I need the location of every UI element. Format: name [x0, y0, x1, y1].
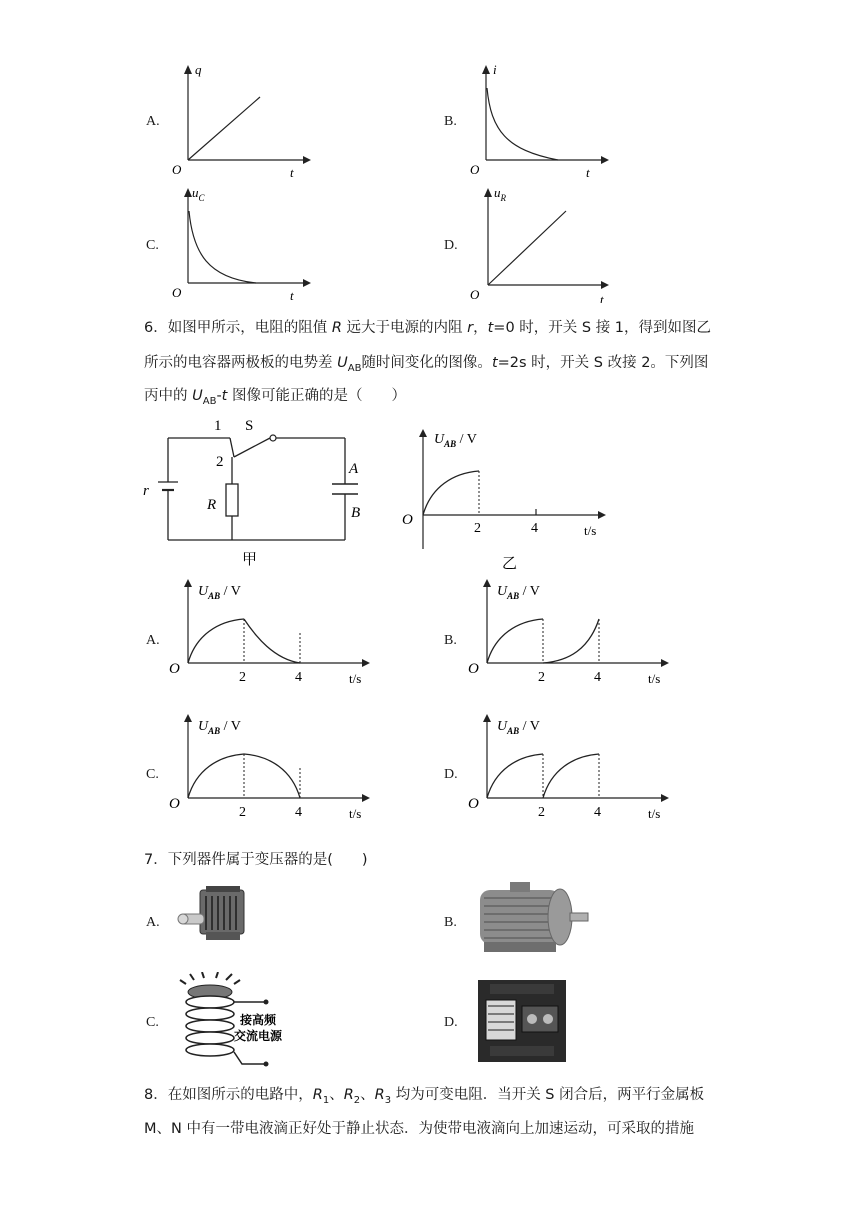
origin-label: O [169, 661, 180, 677]
switch-pos-1-label: 1 [214, 418, 222, 434]
origin-label: O [470, 287, 480, 302]
y-axis-label: q [195, 62, 202, 77]
origin-label: O [172, 285, 182, 300]
origin-label: O [468, 796, 479, 812]
coil-label-line-2: 交流电源 [234, 1029, 283, 1043]
svg-text:uR [494, 185, 507, 203]
q6-option-c-letter: C. [146, 767, 159, 782]
q6-line-3: 丙中的 $U_{AB}-t$ 图像可能正确的是（ ） [144, 388, 406, 407]
y-axis-label: i [493, 62, 497, 77]
switch-contact [230, 438, 234, 457]
internal-resistance-label: r [143, 483, 149, 499]
x-axis-label: t/s [349, 671, 362, 686]
q7-text: 7．下列器件属于变压器的是( ) [144, 852, 368, 868]
q6-line-2: 所示的电容器两极板的电势差 $U_{AB}$随时间变化的图像。t=2s 时，开关 S 改接 2。下列图 [144, 355, 709, 374]
induction-coil-image [172, 972, 292, 1068]
plate-a-label: A [349, 461, 359, 477]
option-c-letter: C. [146, 238, 159, 253]
origin-label: O [172, 162, 182, 177]
q7-option-c-letter: C. [146, 1015, 159, 1030]
tick-4-label: 4 [594, 805, 601, 820]
svg-text:UAB / V: $U_{AB}$ / V [198, 719, 241, 736]
q5-graph-d [466, 183, 616, 303]
origin-label: O [402, 512, 413, 528]
tick-2-label: 2 [474, 521, 481, 536]
resistor-label: R [207, 497, 217, 513]
y-axis-label: u [192, 185, 199, 200]
x-axis-label: t/s [349, 806, 362, 821]
origin-label: O [169, 796, 180, 812]
resistor-R [226, 484, 238, 516]
charging-curve [423, 471, 479, 515]
x-axis-label: t/s [648, 671, 661, 686]
y-axis-subscript: R [500, 193, 506, 203]
x-axis-label: t/s [584, 523, 597, 538]
q7-option-d-letter: D. [444, 1015, 458, 1030]
switch-label: S [245, 418, 254, 434]
svg-text:UAB / V: $U_{AB}$ / V [434, 432, 477, 449]
x-axis-label: t [290, 288, 294, 303]
plate-b-label: B [351, 505, 361, 521]
q6-graph-b [465, 575, 695, 690]
svg-text:UAB / V: $U_{AB}$ / V [198, 584, 241, 601]
y-axis-subscript: C [198, 193, 205, 203]
q6-option-a-letter: A. [146, 633, 160, 648]
graph-yi [398, 425, 628, 575]
x-axis-label: t [600, 292, 604, 303]
q6-graph-d [465, 710, 695, 825]
origin-label: O [468, 661, 479, 677]
tick-4-label: 4 [531, 521, 538, 536]
q6-option-d-letter: D. [444, 767, 458, 782]
linear-curve [188, 97, 260, 160]
figure-caption-jia: 甲 [242, 552, 258, 568]
tick-2-label: 2 [239, 670, 246, 685]
q6-graph-c [166, 710, 396, 825]
q8-line-1: 8．在如图所示的电路中，$R_1$、$R_2$、$R_3$ 均为可变电阻．当开关 S 闭合后，两平行金属板 [144, 1087, 705, 1106]
switch-blade [234, 438, 270, 457]
q7-option-b-letter: B. [444, 915, 457, 930]
electric-motor-image [470, 880, 600, 964]
option-d-letter: D. [444, 238, 458, 253]
tick-4-label: 4 [594, 670, 601, 685]
decay-curve [189, 211, 256, 283]
relay-device-image [474, 976, 570, 1066]
q6-option-b-letter: B. [444, 633, 457, 648]
svg-text:UAB / V: $U_{AB}$ / V [497, 584, 540, 601]
x-axis-label: t/s [648, 806, 661, 821]
solenoid-device-image [176, 880, 256, 952]
tick-2-label: 2 [239, 805, 246, 820]
x-axis-label: t [290, 165, 294, 180]
coil-label-line-1: 接高频 [240, 1013, 277, 1027]
figure-caption-yi: 乙 [502, 556, 518, 572]
q5-graph-b [466, 60, 616, 180]
y-axis-label: u [494, 185, 501, 200]
q8-line-2: M、N 中有一带电液滴正好处于静止状态．为使带电液滴向上加速运动，可采取的措施 [144, 1121, 694, 1137]
q6-line-1: 6．如图甲所示，电阻的阻值 R 远大于电源的内阻 r，t=0 时，开关 S 接 1，得到如图乙 [144, 320, 712, 336]
tick-4-label: 4 [295, 670, 302, 685]
x-axis-label: t [586, 165, 590, 180]
tick-2-label: 2 [538, 670, 545, 685]
circuit-diagram-jia [140, 412, 380, 572]
origin-label: O [470, 162, 480, 177]
svg-text:UAB / V: $U_{AB}$ / V [497, 719, 540, 736]
q7-option-a-letter: A. [146, 915, 160, 930]
tick-2-label: 2 [538, 805, 545, 820]
option-a-letter: A. [146, 114, 160, 129]
linear-curve [488, 211, 566, 285]
tick-4-label: 4 [295, 805, 302, 820]
q5-graph-a [168, 60, 318, 180]
option-b-letter: B. [444, 114, 457, 129]
svg-text:uC [192, 185, 206, 203]
decay-curve [487, 88, 558, 160]
q6-graph-a [166, 575, 396, 690]
q5-graph-c [168, 183, 318, 303]
switch-pos-2-label: 2 [216, 454, 224, 470]
